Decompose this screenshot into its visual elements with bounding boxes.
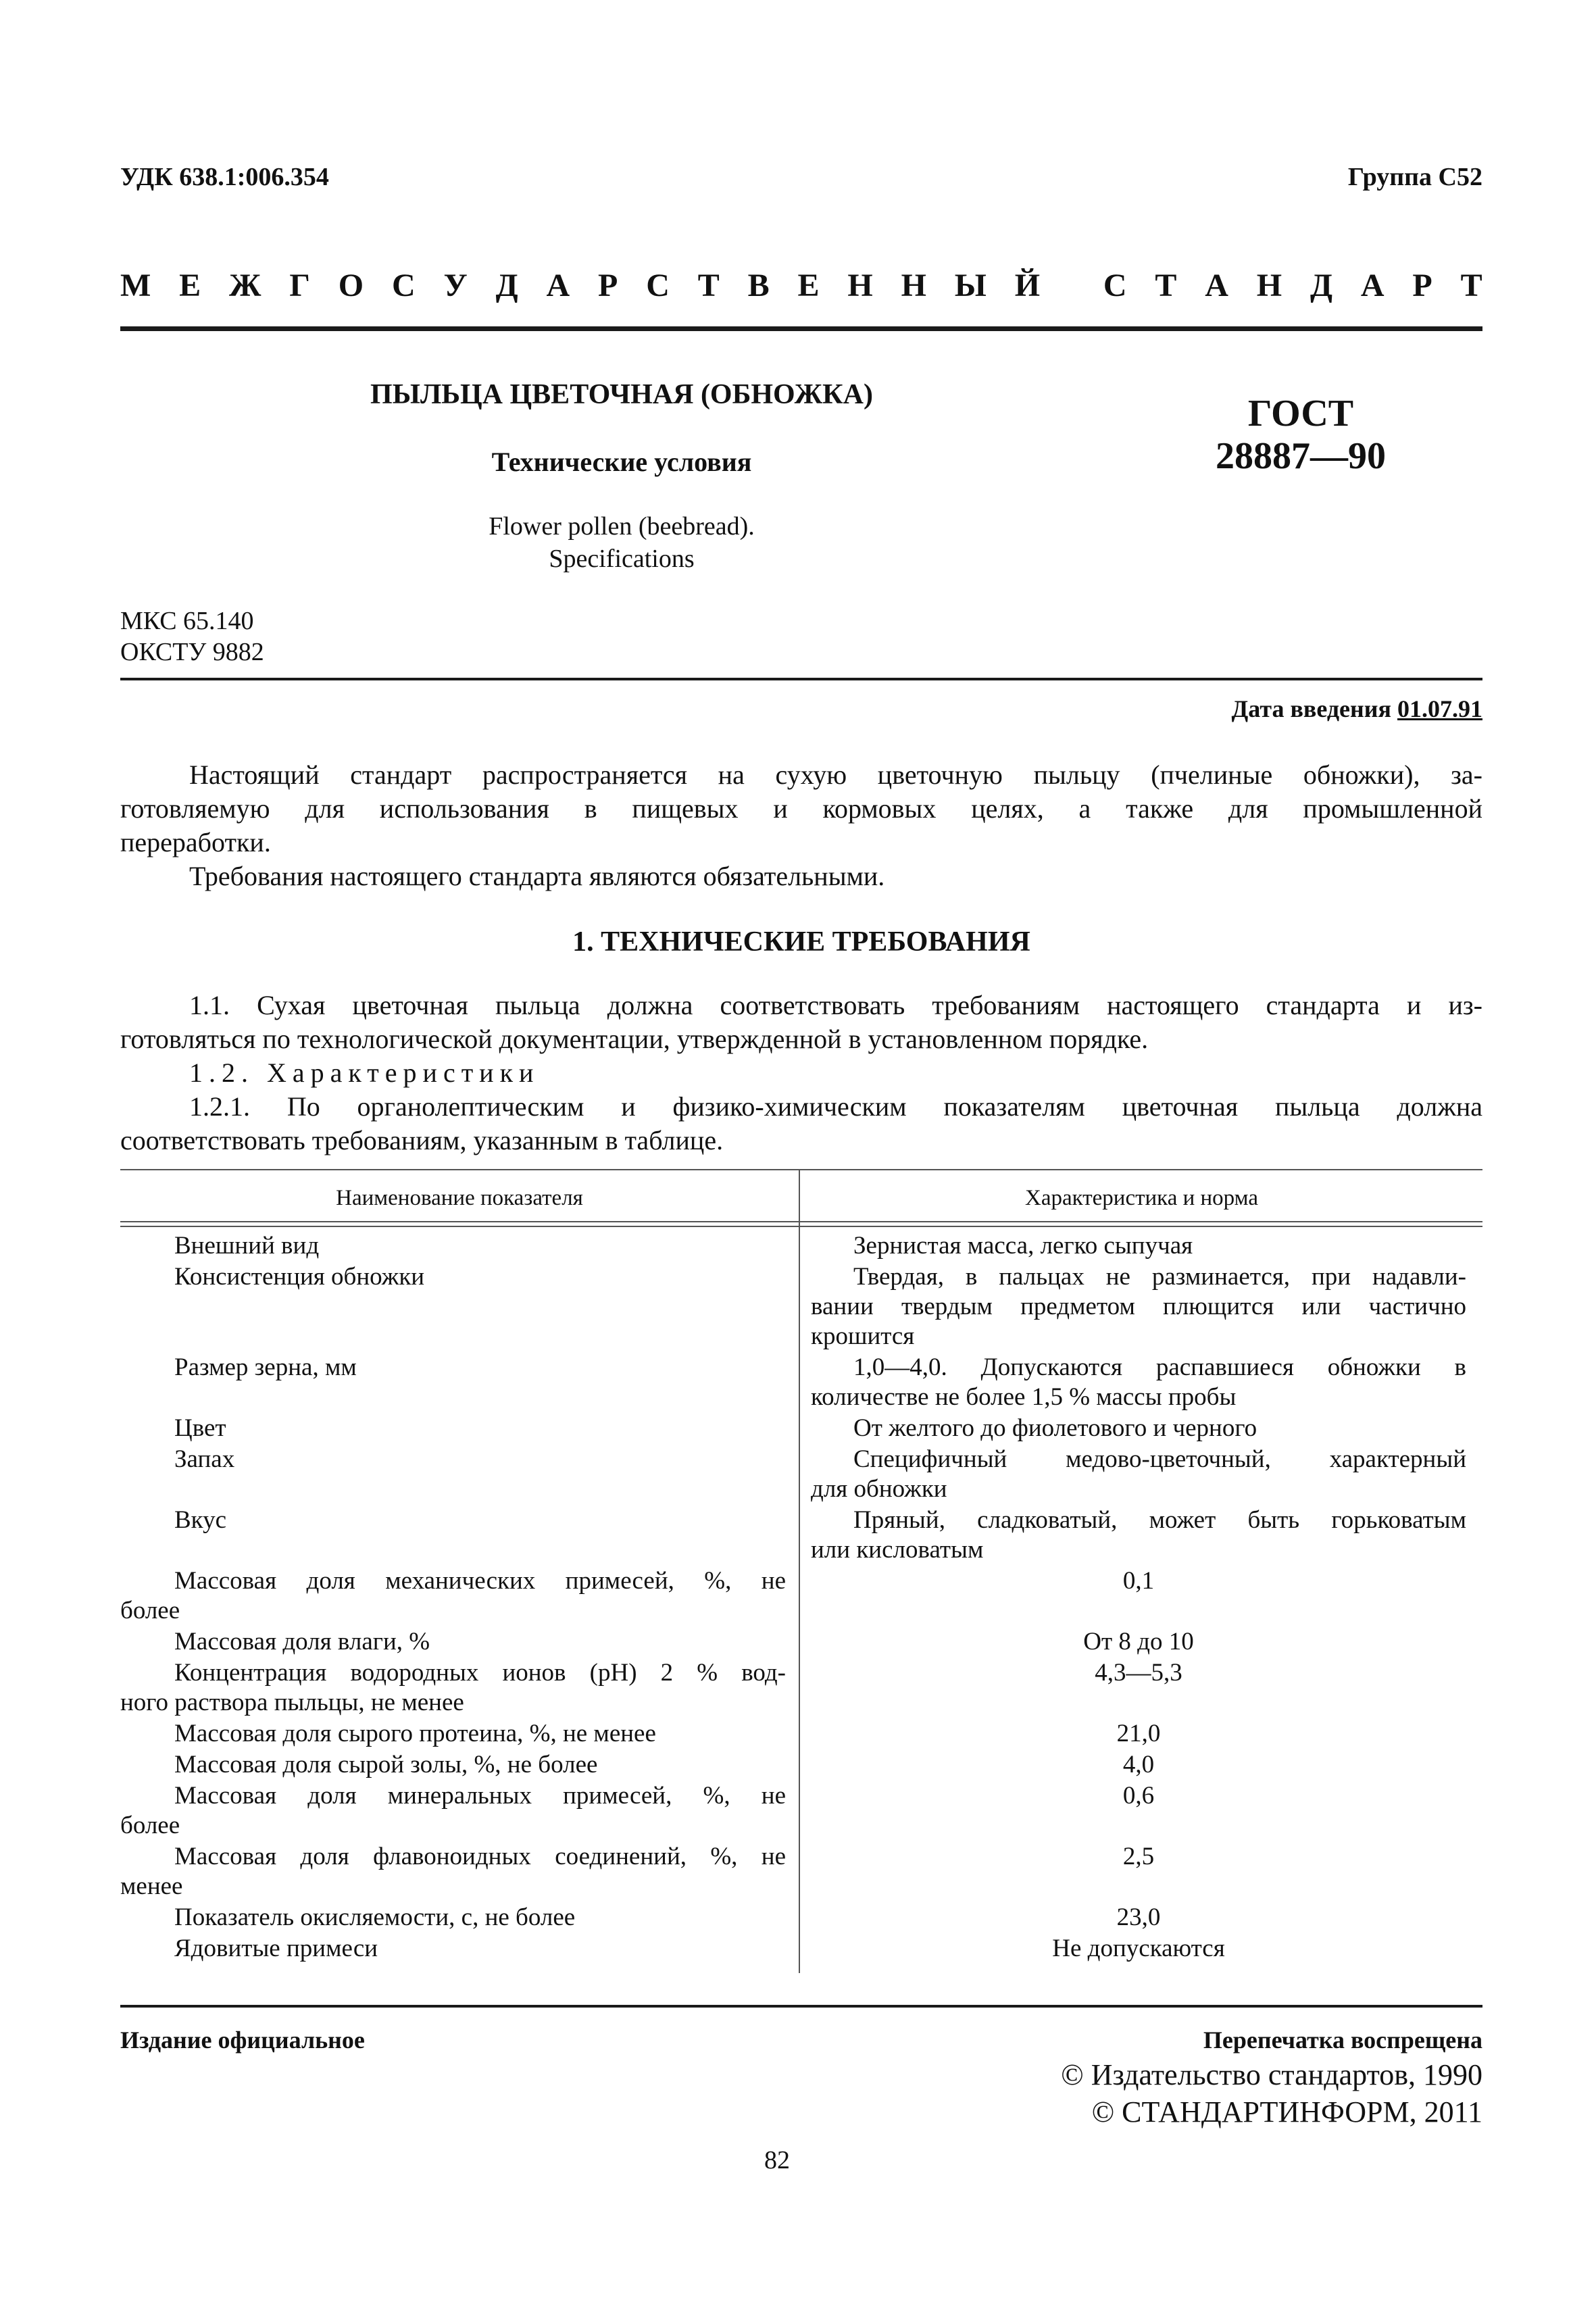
document-title: ПЫЛЬЦА ЦВЕТОЧНАЯ (ОБНОЖКА): [370, 379, 873, 410]
english-title-line2: Specifications: [549, 545, 695, 573]
footer-rule: [120, 2005, 1482, 2008]
table-cell-norm: Пряный, сладковатый, может быть горьковатым: [853, 1506, 1466, 1534]
table-cell-norm: От 8 до 10: [1083, 1628, 1194, 1656]
interstate-letter: [1068, 267, 1075, 304]
interstate-letter: С: [391, 268, 416, 303]
intro-paragraph-obligatory: Требования настоящего стандарта являются обязательными.: [189, 861, 885, 891]
intro-paragraph-line: Настоящий стандарт распространяется на сухую цветочную пыльцу (пчелиные обножки), за-: [189, 760, 1482, 790]
table-cell-name: более: [120, 1812, 180, 1839]
interstate-letter: А: [1360, 268, 1385, 303]
table-cell-norm: 2,5: [1122, 1843, 1155, 1870]
official-edition-note: Издание официальное: [120, 2026, 365, 2053]
interstate-letter: В: [747, 268, 770, 303]
table-cell-norm: 23,0: [1116, 1903, 1161, 1931]
table-cell-name: Размер зерна, мм: [174, 1353, 357, 1381]
interstate-letter: М: [120, 268, 151, 303]
interstate-letter: Р: [1412, 268, 1432, 303]
table-cell-name: Массовая доля минеральных примесей, %, не: [174, 1782, 786, 1810]
interstate-letter: Т: [1460, 268, 1482, 303]
copyright-line-1: © Издательство стандартов, 1990: [1061, 2058, 1482, 2091]
table-cell-name: более: [120, 1597, 180, 1624]
table-cell-norm: Специфичный медово-цветочный, характерный: [853, 1445, 1466, 1473]
table-cell-name: Показатель окисляемости, с, не более: [174, 1903, 576, 1931]
table-header-double-rule: [120, 1226, 1482, 1227]
interstate-letter: Н: [1256, 268, 1282, 303]
clause-1-2: 1.2. Характеристики: [189, 1057, 540, 1088]
table-cell-norm: 0,1: [1122, 1567, 1155, 1595]
section-heading: 1. ТЕХНИЧЕСКИЕ ТРЕБОВАНИЯ: [572, 926, 1030, 957]
interstate-letter: Ы: [954, 268, 987, 303]
interstate-letter: У: [443, 268, 468, 303]
interstate-letter: Т: [697, 268, 720, 303]
document-subtitle: Технические условия: [491, 447, 752, 477]
table-cell-norm: 4,0: [1122, 1751, 1155, 1778]
table-column-divider: [799, 1169, 800, 1973]
table-cell-norm: 21,0: [1116, 1720, 1161, 1747]
table-cell-name: менее: [120, 1872, 183, 1900]
page-number: 82: [764, 2146, 790, 2174]
reprint-prohibited-note: Перепечатка воспрещена: [1203, 2026, 1482, 2053]
table-cell-name: Массовая доля флавоноидных соединений, %, не: [174, 1843, 786, 1870]
okstu-code: ОКСТУ 9882: [120, 638, 264, 666]
effective-date: [1232, 695, 1483, 723]
table-cell-norm: 0,6: [1122, 1782, 1155, 1810]
interstate-standard-heading: [120, 267, 1482, 304]
intro-paragraph-line: готовляемую для использования в пищевых и кормовых целях, а также для промышленной: [120, 793, 1482, 824]
udk-code: УДК 638.1:006.354: [120, 163, 329, 191]
interstate-letter: Т: [1155, 268, 1177, 303]
table-cell-norm: 1,0—4,0. Допускаются распавшиеся обножки в: [853, 1353, 1466, 1381]
table-cell-name: Массовая доля механических примесей, %, не: [174, 1567, 786, 1595]
title-rule: [120, 678, 1482, 680]
table-cell-norm: Твердая, в пальцах не разминается, при надавли-: [853, 1263, 1466, 1291]
table-cell-name: Ядовитые примеси: [174, 1935, 378, 1962]
table-cell-name: Массовая доля влаги, %: [174, 1628, 430, 1656]
table-cell-norm: Не допускаются: [1052, 1935, 1225, 1962]
table-cell-norm: Зернистая масса, легко сыпучая: [853, 1232, 1193, 1260]
interstate-letter: Д: [495, 268, 518, 303]
table-cell-name: Концентрация водородных ионов (pH) 2 % вод-: [174, 1659, 786, 1687]
header-rule: [120, 326, 1482, 331]
interstate-letter: С: [1103, 268, 1127, 303]
interstate-letter: Г: [289, 268, 310, 303]
interstate-letter: С: [646, 268, 670, 303]
clause-1-2-1-line: 1.2.1. По органолептическим и физико-химическим показателям цветочная пыльца должна: [189, 1091, 1482, 1122]
table-cell-norm: для обножки: [811, 1475, 947, 1503]
interstate-letter: Й: [1014, 268, 1041, 303]
table-header-double-rule: [120, 1221, 1482, 1222]
gost-number: 28887—90: [1216, 435, 1386, 477]
table-cell-name: Внешний вид: [174, 1232, 320, 1260]
interstate-letter: А: [1205, 268, 1228, 303]
clause-1-1-line: готовляться по технологической документации, утвержденной в установленном порядке.: [120, 1024, 1149, 1054]
table-cell-name: ного раствора пыльцы, не менее: [120, 1689, 464, 1716]
intro-paragraph-line: переработки.: [120, 827, 271, 857]
table-cell-name: Консистенция обножки: [174, 1263, 425, 1291]
clause-1-1-line: 1.1. Сухая цветочная пыльца должна соответствовать требованиям настоящего стандарта и из-: [189, 990, 1482, 1020]
table-cell-name: Массовая доля сырого протеина, %, не менее: [174, 1720, 656, 1747]
table-cell-norm: или кисловатым: [811, 1536, 984, 1564]
effective-date-label: Дата введения: [1231, 695, 1397, 722]
table-cell-name: Запах: [174, 1445, 235, 1473]
copyright-line-2: © СТАНДАРТИНФОРМ, 2011: [1091, 2095, 1482, 2129]
table-cell-norm: От желтого до фиолетового и черного: [853, 1414, 1257, 1442]
interstate-letter: Н: [901, 268, 926, 303]
table-cell-norm: вании твердым предметом плющится или частично: [811, 1293, 1466, 1320]
table-cell-name: Массовая доля сырой золы, %, не более: [174, 1751, 598, 1778]
table-cell-norm: крошится: [811, 1322, 915, 1350]
interstate-letter: Ж: [229, 268, 261, 303]
english-title-line1: Flower pollen (beebread).: [489, 512, 755, 541]
table-cell-norm: 4,3—5,3: [1095, 1659, 1182, 1687]
gost-label: ГОСТ: [1247, 393, 1354, 434]
interstate-letter: Н: [847, 268, 873, 303]
interstate-letter: Е: [797, 268, 820, 303]
effective-date-value: 01.07.91: [1397, 695, 1482, 722]
table-top-rule: [120, 1169, 1482, 1170]
table-cell-name: Вкус: [174, 1506, 227, 1534]
interstate-letter: Е: [179, 268, 201, 303]
mks-code: МКС 65.140: [120, 607, 254, 635]
interstate-letter: Р: [598, 268, 618, 303]
table-header-norm: Характеристика и норма: [1025, 1186, 1258, 1210]
table-cell-norm: количестве не более 1,5 % массы пробы: [811, 1383, 1237, 1411]
interstate-letter: Д: [1310, 268, 1333, 303]
interstate-letter: А: [546, 268, 570, 303]
clause-1-2-1-line: соответствовать требованиям, указанным в таблице.: [120, 1125, 724, 1155]
table-cell-name: Цвет: [174, 1414, 226, 1442]
table-header-name: Наименование показателя: [336, 1186, 583, 1210]
interstate-letter: О: [338, 268, 364, 303]
group-code: Группа С52: [1347, 163, 1482, 191]
